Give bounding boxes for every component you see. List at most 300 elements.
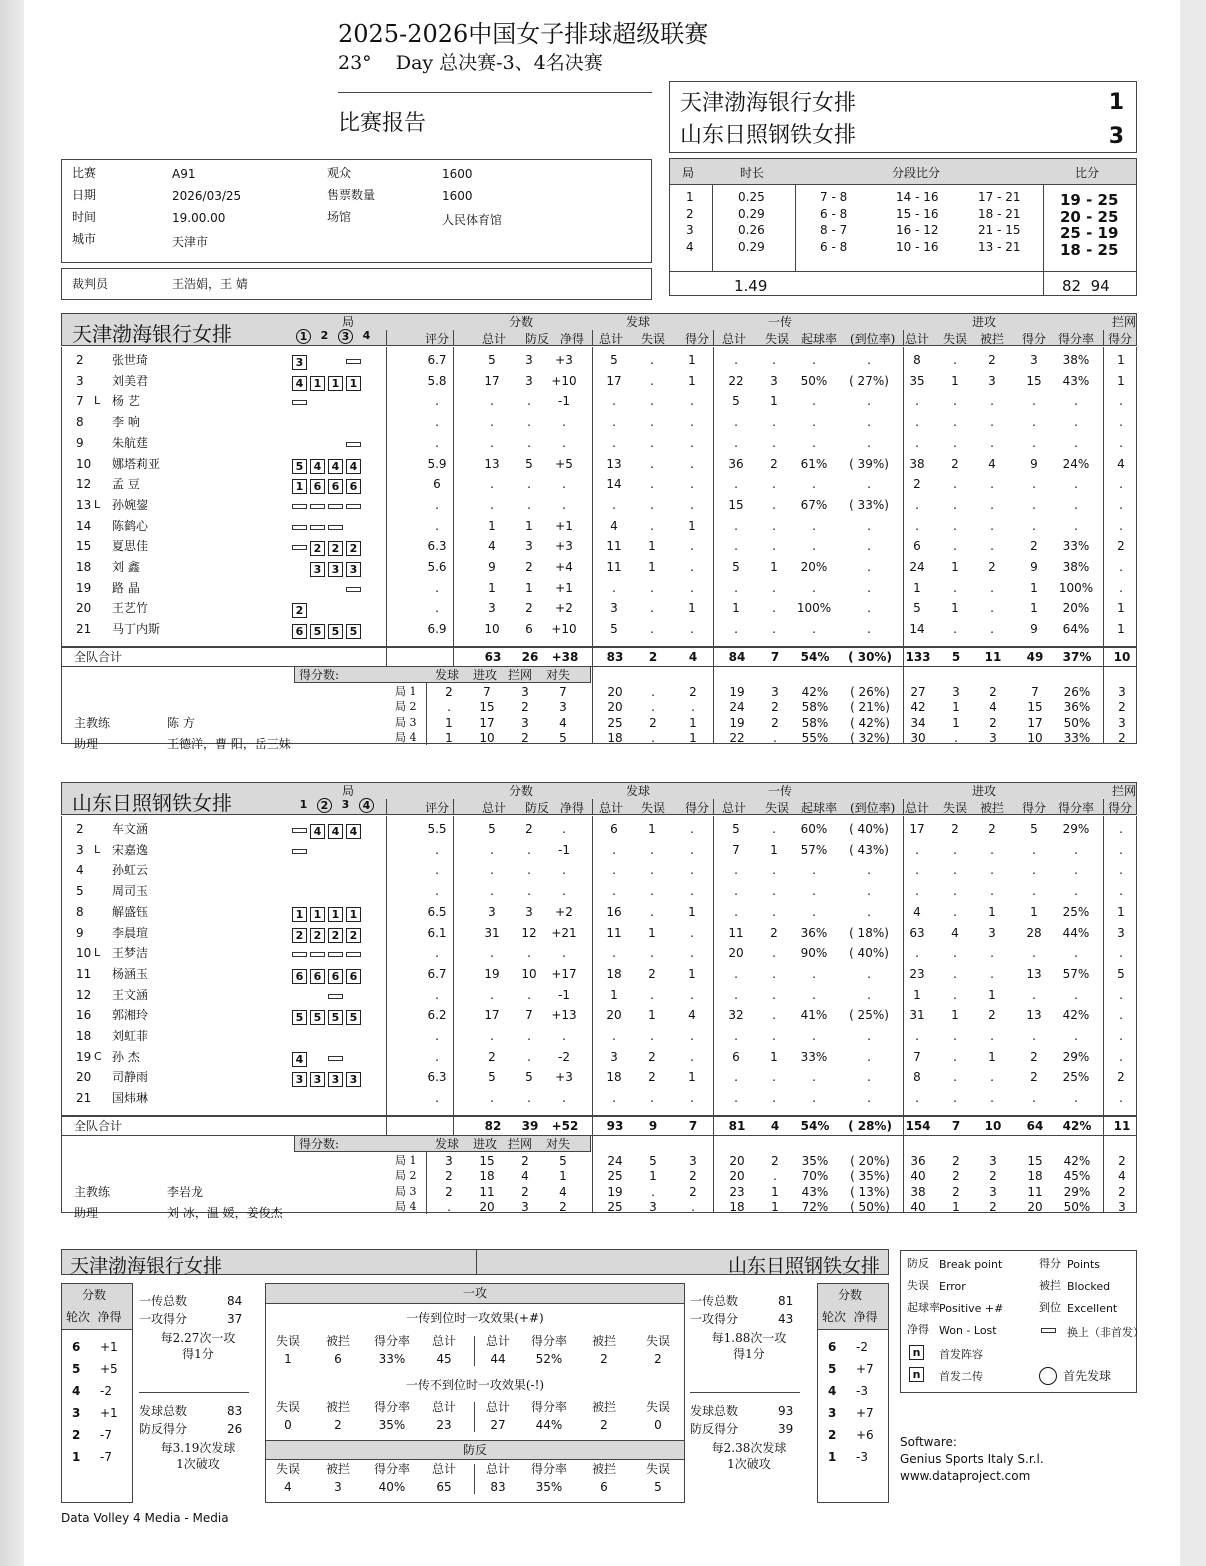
stat-cell: . [527,884,531,899]
set-stat-cell: 2 [989,715,997,730]
substitute-marker [328,952,343,957]
stat-cell: . [527,1091,531,1106]
stat-cell: . [734,580,738,595]
stat-value: 83 [490,1480,506,1494]
col-header: 起球率 [801,332,838,346]
stat-cell: . [990,539,994,554]
starting-position-box: 1 [328,376,343,391]
stat-cell: ( 25%) [849,1008,889,1023]
stat-label: 得分率 [530,1462,567,1476]
substitute-marker [310,504,325,509]
legend-key: 起球率 [907,1301,940,1314]
starting-position-box: 5 [310,624,325,639]
stat-cell: . [490,946,494,961]
stat-cell: 1 [1117,373,1125,388]
info-value: 人民体育馆 [442,213,503,227]
stat-cell: . [915,518,919,533]
stat-cell: 1 [688,353,696,367]
summary-label: 一传总数 [690,1294,739,1308]
set-partial: 18 - 21 [978,206,1021,221]
breakdown-cell: 4 [559,1184,567,1199]
player-name: 司静雨 [112,1070,149,1085]
stat-cell: 24 [909,560,925,574]
stat-value: 35% [535,1480,563,1494]
summary-value: 84 [227,1294,243,1308]
stat-cell: 2 [1030,1049,1038,1064]
stat-cell: 3 [525,373,533,388]
stat-cell: 33% [1062,539,1090,554]
breakdown-header: 发球 [435,667,460,682]
stat-cell: 28 [1026,925,1042,940]
stat-cell: . [562,1091,566,1106]
breakdown-header: 进攻 [473,1136,498,1151]
player-name: 李 响 [112,415,140,430]
rotation-net: +7 [856,1406,874,1420]
stat-cell: 2 [1030,539,1038,554]
stat-cell: . [527,394,531,409]
stat-cell: . [1032,394,1036,409]
stat-cell: 4 [913,904,921,919]
player-name: 孙 杰 [112,1049,140,1064]
stat-cell: 24% [1062,456,1090,471]
stat-cell: . [867,415,871,430]
report-page [24,0,1180,1566]
player-row [24,392,1154,413]
stat-cell: 13 [1026,966,1042,981]
stat-cell: 3 [988,373,996,388]
set-stat-cell: 1 [689,731,697,746]
stat-value: 52% [535,1352,563,1366]
stat-cell: 1 [988,1049,996,1064]
stat-cell: . [435,1049,439,1064]
stat-cell: 5 [732,822,740,836]
stat-cell: . [990,946,994,961]
stat-cell: . [650,884,654,899]
stat-cell: 2 [951,822,959,836]
stat-cell: . [690,394,694,409]
stat-cell: . [812,904,816,919]
stat-cell: . [435,394,439,409]
stat-cell: 1 [688,1070,696,1085]
col-header: 净得 [560,801,585,815]
player-number: 20 [76,1070,92,1085]
stat-cell: . [867,1049,871,1064]
starting-position-box: 5 [292,1010,307,1025]
stat-label: 总计 [431,1334,456,1348]
stat-cell: . [1074,394,1078,409]
stat-cell: 2 [988,560,996,574]
stat-cell: 2 [525,560,533,574]
set-row-label: 局 1 [395,684,417,698]
starting-position-box: 4 [346,459,361,474]
set-number: 1 [686,190,694,204]
stat-cell: . [772,477,776,492]
stat-cell: 1 [688,904,696,919]
rotation-net: -2 [856,1340,868,1354]
player-set-positions [292,620,364,639]
stat-cell: . [1074,477,1078,492]
referee-box: 裁判员 王浩娟，王 婧 [61,268,652,300]
stat-cell: . [867,622,871,637]
coach-name: 陈 方 [167,715,195,730]
stat-cell: 5 [1030,822,1038,836]
stat-cell: 1 [688,373,696,388]
team-total-cell: 82 [484,1118,502,1133]
final-score-box [669,81,1137,153]
stat-cell: . [953,580,957,595]
stat-cell: 20% [1062,601,1090,616]
stat-cell: . [690,884,694,899]
set-partial: 10 - 16 [896,239,939,254]
col-header: 得分 [685,801,710,815]
stat-cell: 1 [770,1049,778,1064]
stat-cell: . [490,863,494,878]
set-stat-cell: 29% [1063,1184,1091,1199]
stat-cell: . [650,373,654,388]
stat-cell: -1 [558,842,570,857]
player-row [24,517,1154,538]
player-set-positions [292,841,364,860]
stat-label: 被拦 [591,1334,616,1348]
substitute-marker [328,1056,343,1061]
stat-cell: . [953,518,957,533]
stat-cell: . [990,477,994,492]
stat-cell: . [953,1029,957,1043]
summary-note: 每2.38次发球 1次破攻 [711,1441,787,1471]
team-total-cell: 49 [1026,649,1044,664]
stat-cell: 1 [648,925,656,940]
stat-value: 2 [600,1352,608,1366]
stat-cell: . [1032,415,1036,430]
stat-cell: . [490,497,494,512]
substitute-marker [292,849,307,854]
summary-value: 83 [227,1404,243,1418]
stat-cell: 1 [1030,904,1038,919]
player-name: 周司玉 [112,884,149,899]
stat-cell: . [953,539,957,554]
stat-cell: . [435,415,439,430]
team-total-cell: 93 [606,1118,624,1133]
stat-cell: 1 [988,904,996,919]
player-row [24,558,1154,579]
stat-cell: . [953,946,957,961]
team-total-cell: 2 [648,649,658,664]
set-stat-cell: 3 [989,731,997,746]
team-name: 山东日照钢铁女排 [72,791,232,815]
set-row-label: 局 3 [395,715,417,729]
set-stat-cell: 2 [989,1169,997,1184]
set-stat-cell: 72% [801,1200,829,1215]
team-total-cell: 9 [648,1118,658,1133]
stat-cell: . [953,622,957,637]
stat-cell: 3 [525,539,533,554]
starting-position-box: 1 [310,376,325,391]
stat-cell: . [612,497,616,512]
legend-value: Excellent [1067,1302,1118,1315]
col-header: 得分率 [1058,801,1095,815]
info-label: 城市 [72,232,97,246]
col-header: 失误 [641,332,666,346]
stat-cell: 1 [525,580,533,595]
set-stat-cell: 45% [1063,1169,1091,1184]
set-stat-cell: . [954,731,958,746]
stat-cell: ( 40%) [849,822,889,836]
stat-cell: 5.6 [427,560,447,574]
breakdown-cell: 17 [479,715,495,730]
stat-cell: . [435,1029,439,1043]
stat-cell: . [734,415,738,430]
breakdown-cell: 1 [445,731,453,746]
starting-position-box: 4 [292,1052,307,1067]
breakdown-cell: 1 [445,715,453,730]
set-stat-cell: 70% [801,1169,829,1184]
starting-position-box: 6 [328,479,343,494]
stat-cell: -1 [558,394,570,409]
rotation-number: 2 [72,1428,81,1442]
set-stat-cell: 19 [729,684,745,699]
player-number: 2 [76,353,84,367]
stat-cell: 61% [800,456,828,471]
stat-cell: 1 [988,987,996,1002]
set-stat-cell: 20 [729,1169,745,1184]
stat-cell: . [650,415,654,430]
player-set-positions [292,1006,364,1025]
info-label: 日期 [72,188,97,202]
legend-value: 换上（非首发） [1067,1326,1144,1339]
stat-cell: . [650,580,654,595]
set-stat-cell: 20 [1027,1200,1043,1215]
stat-label: 失误 [275,1334,300,1348]
set-stat-cell: 19 [607,1184,623,1199]
stat-cell: 5.5 [427,822,447,836]
set-stat-cell: ( 32%) [850,731,890,746]
set-score: 25 - 19 [1060,224,1119,242]
player-number: 3 [76,373,84,388]
home-sets-won: 1 [1108,90,1124,115]
stat-cell: . [953,477,957,492]
team-total-cell: 39 [521,1118,539,1133]
stat-cell: 5 [488,353,496,367]
stat-value: 4 [284,1480,292,1494]
team-total-cell: 83 [606,649,624,664]
set-stat-cell: 11 [1027,1184,1043,1199]
stat-cell: . [867,1029,871,1043]
player-name: 夏思佳 [112,539,149,554]
starting-position-box: 2 [328,928,343,943]
breakdown-cell: 2 [445,1184,453,1199]
stat-cell: 1 [1117,622,1125,637]
stat-cell: . [490,884,494,899]
col-header: (到位率) [850,801,896,815]
stat-cell: 6 [525,622,533,637]
stat-cell: 1 [610,987,618,1002]
player-set-positions [292,1068,364,1087]
col-header: 得分 [1108,801,1133,815]
home-team-name: 天津渤海银行女排 [680,91,857,116]
stat-cell: . [1119,477,1123,492]
stat-cell: . [953,863,957,878]
stat-cell: . [690,1091,694,1106]
stat-cell: 43% [1062,373,1090,388]
stat-cell: -1 [558,987,570,1002]
stat-cell: 38 [909,456,925,471]
player-row [24,1068,1154,1089]
rotation-number: 3 [828,1406,837,1420]
stat-label: 得分率 [373,1462,410,1476]
breakdown-cell: . [447,700,451,715]
stat-cell: . [650,497,654,512]
stat-label: 被拦 [591,1400,616,1414]
set-stat-cell: 10 [1027,731,1043,746]
player-number: 15 [76,539,92,554]
stat-cell: . [734,477,738,492]
stat-cell: 60% [800,822,828,836]
set-stat-cell: 1 [771,1200,779,1215]
col-header: 被拦 [980,801,1005,815]
breakdown-cell: 3 [559,700,567,715]
stat-cell: 3 [525,904,533,919]
stat-label: 总计 [485,1462,510,1476]
stat-cell: . [650,394,654,409]
set-stat-cell: 33% [1063,731,1091,746]
player-name: 张世琦 [112,353,149,367]
stat-cell: . [690,497,694,512]
stat-cell: +13 [551,1008,577,1023]
stat-cell: . [867,539,871,554]
info-value: 19.00.00 [172,211,226,225]
stat-cell: . [650,842,654,857]
breakdown-cell: 2 [521,1153,529,1168]
set-stat-cell: 38 [910,1184,926,1199]
stat-cell: 42% [1062,1008,1090,1023]
starting-position-box: 2 [310,541,325,556]
stat-cell: 1 [913,987,921,1002]
stat-cell: . [867,904,871,919]
stat-cell: 1 [688,966,696,981]
stat-cell: . [1032,435,1036,450]
player-set-positions [292,372,364,391]
stat-cell: . [867,560,871,574]
rotation-net: +5 [100,1362,118,1376]
substitute-marker [292,828,307,833]
team-total-cell: 11 [984,649,1002,664]
sets-header: 局 [682,166,695,180]
col-group: 发球 [626,315,651,329]
summary-value: 93 [778,1404,794,1418]
stat-cell: . [734,518,738,533]
starting-position-box: 3 [310,562,325,577]
stat-cell: . [690,946,694,961]
set-stat-cell: 22 [729,731,745,746]
set-stat-cell: ( 13%) [850,1184,890,1199]
col-group: 拦网 [1112,315,1137,329]
stat-cell: . [772,353,776,367]
stat-cell: 38% [1062,560,1090,574]
stat-cell: . [527,946,531,961]
starting-position-box: 6 [292,969,307,984]
stat-cell: . [612,884,616,899]
stat-cell: . [650,477,654,492]
set-partial: 7 - 8 [820,190,848,204]
set-row-label: 局 4 [395,731,417,745]
col-header: 总计 [482,801,507,815]
stat-cell: 5 [610,622,618,637]
starting-position-box: 6 [310,479,325,494]
stat-cell: +2 [555,601,573,616]
set-stat-cell: 2 [989,1200,997,1215]
set-stat-cell: 2 [771,715,779,730]
set-stat-cell: 58% [801,700,829,715]
away-team-name: 山东日照钢铁女排 [680,123,857,148]
stat-cell: . [435,497,439,512]
starting-position-box: 3 [310,1072,325,1087]
set-stat-cell: 2 [689,1184,697,1199]
stat-cell: . [690,580,694,595]
summary-note: 每1.88次一攻 得1分 [711,1331,787,1361]
stat-cell: 19 [484,966,500,981]
starting-position-box: 2 [292,928,307,943]
breakdown-label: 得分数: [299,667,340,682]
player-set-positions [292,861,364,880]
stat-cell: . [1032,1091,1036,1106]
player-name: 孙婉鋆 [112,497,149,512]
set-partial: 15 - 16 [896,206,939,221]
player-number: 11 [76,966,92,981]
player-role: C [94,1049,102,1063]
summary-value: 43 [778,1312,794,1326]
starting-position-box: 4 [292,376,307,391]
substitute-marker [292,952,307,957]
stat-cell: 17 [484,373,500,388]
stat-cell: . [990,842,994,857]
set-stat-cell: 36% [1063,700,1091,715]
player-name: 国炜琳 [112,1091,149,1106]
stat-cell: 11 [606,925,622,940]
player-role: L [94,394,101,408]
stat-cell: . [1074,1029,1078,1043]
starting-position-box: 6 [328,969,343,984]
stat-cell: . [734,1070,738,1085]
stat-value: 1 [284,1352,292,1366]
stat-label: 总计 [485,1400,510,1414]
stat-cell: . [812,1091,816,1106]
starting-position-box: 5 [346,1010,361,1025]
team-total-cell: 7 [688,1118,698,1133]
stat-cell: . [562,497,566,512]
player-number: 10 [76,946,92,961]
stat-cell: . [1074,987,1078,1002]
stat-cell: +3 [555,539,573,554]
starting-position-box: 4 [328,824,343,839]
summary-label: 发球总数 [690,1404,739,1418]
set-stat-cell: 15 [1027,1153,1043,1168]
stat-cell: 57% [800,842,828,857]
stat-cell: +5 [555,456,573,471]
stat-cell: . [1119,1091,1123,1106]
starting-position-box: 1 [310,907,325,922]
player-name: 孟 豆 [112,477,140,492]
team-total-cell: 10 [1113,649,1131,664]
set-stat-cell: 3 [1118,1200,1126,1215]
rotation-header: 分数 [82,1288,107,1302]
breakdown-header: 拦网 [508,1136,533,1151]
stat-cell: 38% [1062,353,1090,367]
player-set-positions [292,455,364,474]
substitute-marker [292,545,307,550]
substitute-marker [310,525,325,530]
stat-cell: 25% [1062,904,1090,919]
summary-label: 一攻得分 [139,1312,188,1326]
